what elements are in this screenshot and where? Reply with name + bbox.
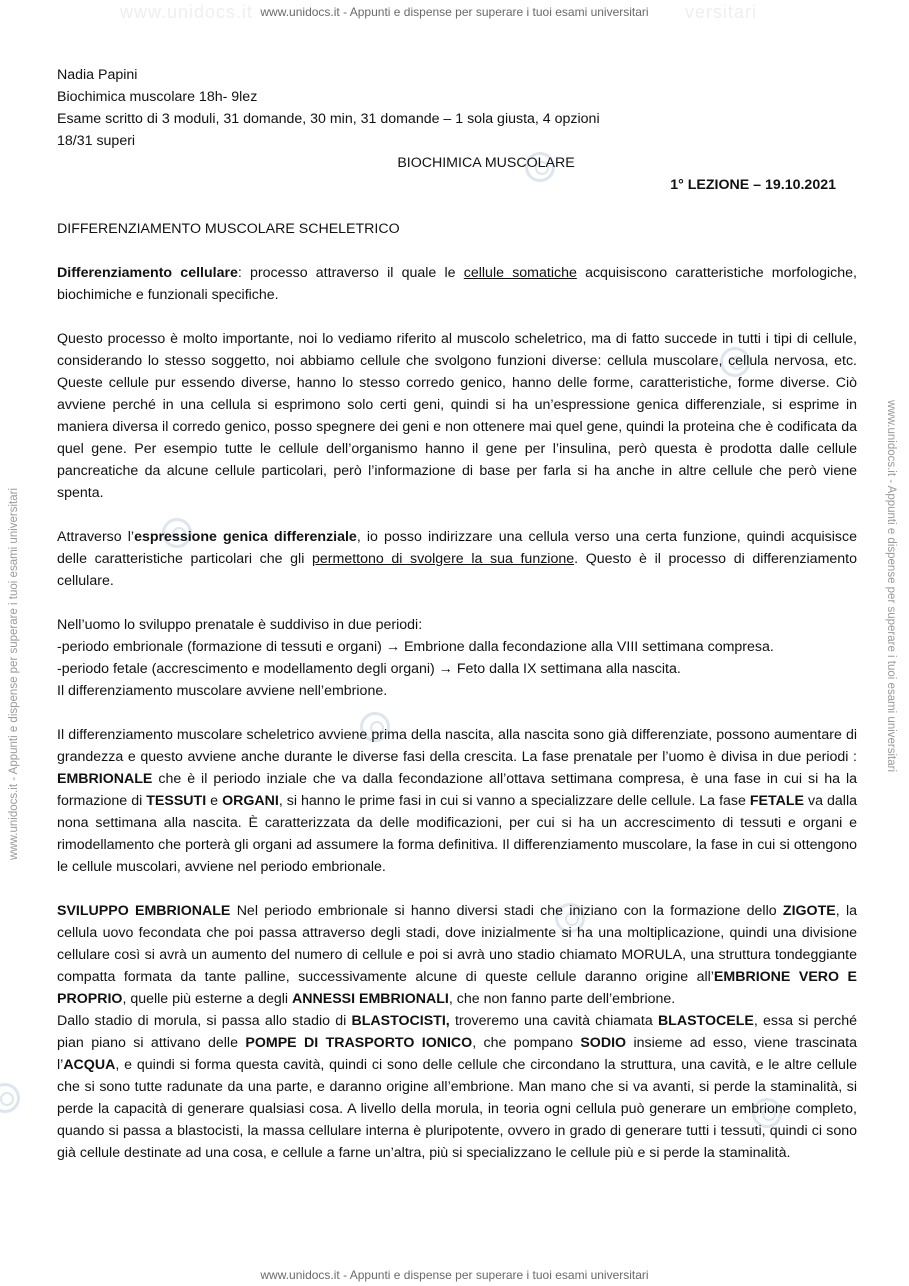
list-item: -periodo fetale (accrescimento e modellamento degli organi) → Feto dalla IX settimana alla nascita. (57, 661, 681, 677)
underlined-term: cellule somatiche (463, 265, 577, 281)
document-body (57, 64, 857, 1164)
paragraph-gene-expression: Attraverso l’espressione genica differenziale, io posso indirizzare una cellula verso una certa funzione, quindi acquisisce delle caratteristiche particolari che gli permettono di svolgere la sua funzione. Questo è il processo di differenziamento cellulare. (57, 529, 857, 589)
exam-info: Esame scritto di 3 moduli, 31 domande, 30 min, 31 domande – 1 sola giusta, 4 opzioni (57, 111, 600, 127)
watermark-ghost-right: versitari (685, 2, 758, 22)
paragraph-prenatal-phases: Il differenziamento muscolare scheletrico avviene prima della nascita, alla nascita sono già differenziate, possono aumentare di grandezza e questo avviene anche durante le diverse fasi della crescita. La fase prenatale per l’uomo è divisa in due periodi : EMBRIONALE che è il periodo inziale che va dalla fecondazione all’ottava settimana compresa, è una fase in cui si ha la formazione di TESSUTI e ORGANI, si hanno le prime fasi in cui si vanno a specializzare delle cellule. La fase FETALE va dalla nona settimana alla nascita. È caratterizzata da delle modificazioni, per cui si ha un accrescimento di tessuti e organi e rimodellamento che porterà gli organi ad assumere la forma definitiva. Il differenziamento muscolare, la fase in cui si ottengono le cellule muscolari, avviene nel periodo embrionale. (57, 727, 857, 875)
term-bold: Differenziamento cellulare (57, 265, 238, 281)
paragraph-definition: Differenziamento cellulare: processo attraverso il quale le cellule somatiche acquisiscono caratteristiche morfologiche, biochimiche e funzionali specifiche. (57, 265, 857, 303)
paragraph-embryonic-development: SVILUPPO EMBRIONALE Nel periodo embrionale si hanno diversi stadi che iniziano con la formazione dello ZIGOTE, la cellula uovo fecondata che poi passa attraverso degli stadi, dove inizialmente si ha una moltiplicazione, quindi una divisione cellulare così si avrà un aumento del numero di cellule e poi si avrà uno stadio chiamato MORULA, una struttura tondeggiante compatta formata da tante palline, successivamente alcune di queste cellule daranno origine all’EMBRIONE VERO E PROPRIO, quelle più esterne a degli ANNESSI EMBRIONALI, che non fanno parte dell’embrione. (57, 903, 857, 1007)
watermark-left-margin: www.unidocs.it - Appunti e dispense per superare i tuoi esami universitari (8, 487, 20, 860)
list-item: -periodo embrionale (formazione di tessuti e organi) → Embrione dalla fecondazione alla VIII settimana compresa. (57, 639, 774, 655)
watermark-ghost-left: www.unidocs.it (120, 2, 254, 22)
paragraph-blastocyst: Dallo stadio di morula, si passa allo stadio di BLASTOCISTI, troveremo una cavità chiamata BLASTOCELE, essa si perché pian piano si attivano delle POMPE DI TRASPORTO IONICO, che pompano SODIO insieme ad esso, viene trascinata l’ACQUA, e quindi si forma questa cavità, quindi ci sono delle cellule che circondano la struttura, una cavità, e le altre cellule che si sono tutte radunate da una parte, e daranno origine all’embrione. Man mano che si va avanti, si perde la staminalità, si perde la capacità di generare qualsiasi cosa. A livello della morula, in teoria ogni cellula può generare un embrione completo, quando si passa a blastocisti, la massa cellulare interna è pluripotente, ovvero in grado di generare tutti i tessuti, quindi ci sono già cellule destinate ad una cosa, e cellule a farne un’altra, più si specializzano le cellule più e si perde la staminalità. (57, 1013, 857, 1161)
lesson-date: 1° LEZIONE – 19.10.2021 (670, 177, 836, 193)
prenatal-intro: Nell’uomo lo sviluppo prenatale è suddiviso in due periodi: (57, 617, 423, 633)
watermark-header: www.unidocs.it - Appunti e dispense per superare i tuoi esami universitari (260, 5, 649, 19)
watermark-logo-icon (0, 1083, 20, 1113)
author-name: Nadia Papini (57, 67, 138, 83)
watermark-footer: www.unidocs.it - Appunti e dispense per superare i tuoi esami universitari (260, 1268, 649, 1282)
pass-threshold: 18/31 superi (57, 133, 136, 149)
course-info: Biochimica muscolare 18h- 9lez (57, 89, 258, 105)
watermark-right-margin: www.unidocs.it - Appunti e dispense per superare i tuoi esami universitari (885, 400, 897, 773)
document-title: BIOCHIMICA MUSCOLARE (397, 155, 575, 171)
section-heading: DIFFERENZIAMENTO MUSCOLARE SCHELETRICO (57, 221, 400, 237)
prenatal-conclusion: Il differenziamento muscolare avviene nell’embrione. (57, 683, 388, 699)
paragraph-differential-expression: Questo processo è molto importante, noi lo vediamo riferito al muscolo scheletrico, ma di fatto succede in tutti i tipi di cellule, considerando lo stesso soggetto, noi abbiamo cellule che svolgono funzioni diverse: cellula muscolare, cellula nervosa, etc. Queste cellule pur essendo diverse, hanno lo stesso corredo genico, hanno delle forme, caratteristiche, forme diverse. Ciò avviene perché in una cellula si esprimono solo certi geni, quindi si ha un’espressione genica differenziale, si esprime in maniera diversa il corredo genico, posso spegnere dei geni e non ottenere mai quel gene, quindi la proteina che è codificata da quel gene. Per esempio tutte le cellule dell’organismo hanno il gene per l’insulina, però questa è prodotta dalle cellule pancreatiche da alcune cellule particolari, però l’informazione di base per farla si ha anche in altre cellule che però viene spenta. (57, 331, 857, 501)
